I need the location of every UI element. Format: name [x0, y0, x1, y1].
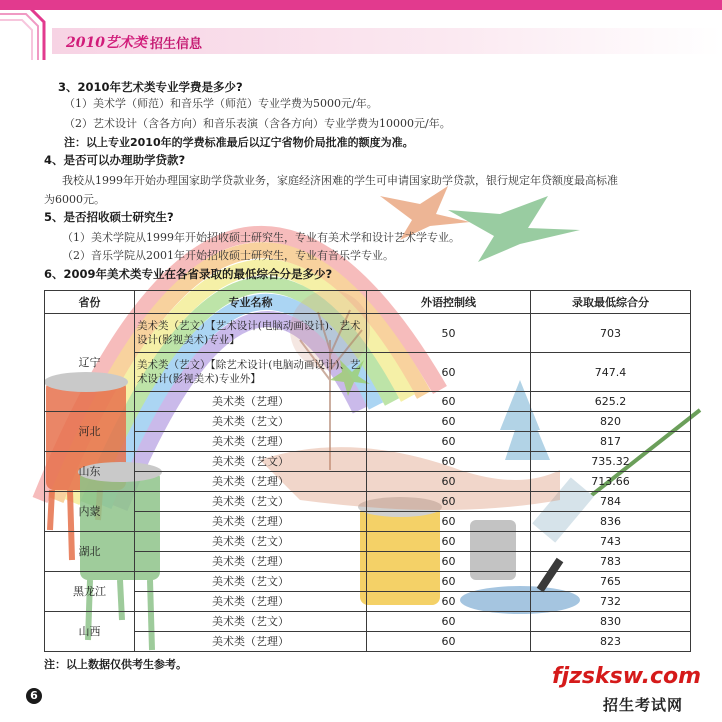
table-row	[45, 552, 691, 572]
score-cell: 713.66	[531, 472, 691, 492]
language-line-cell: 60	[367, 392, 531, 412]
province-cell: 山西	[45, 612, 135, 652]
admission-score-table	[44, 290, 691, 652]
language-line-cell: 60	[367, 472, 531, 492]
score-cell: 823	[531, 632, 691, 652]
major-cell: 美术类（艺理）	[135, 392, 367, 412]
score-cell: 703	[531, 314, 691, 353]
language-line-cell: 60	[367, 592, 531, 612]
major-cell: 美术类（艺理）	[135, 472, 367, 492]
major-cell: 美术类（艺理）	[135, 432, 367, 452]
table-row	[45, 392, 691, 412]
table-header-row	[45, 291, 691, 314]
language-line-cell: 50	[367, 314, 531, 353]
language-line-cell: 60	[367, 452, 531, 472]
answer-3-line-1: （1）美术学（师范）和音乐学（师范）专业学费为5000元/年。	[64, 97, 378, 110]
score-cell: 747.4	[531, 353, 691, 392]
major-cell: 美术类（艺文）	[135, 572, 367, 592]
score-cell: 784	[531, 492, 691, 512]
answer-3-note: 注：以上专业2010年的学费标准最后以辽宁省物价局批准的额度为准。	[64, 136, 414, 149]
brand-title: 2010艺术类	[66, 35, 147, 51]
province-cell: 黑龙江	[45, 572, 135, 612]
section-title: 招生信息	[150, 37, 203, 52]
province-cell: 辽宁	[45, 314, 135, 412]
language-line-cell: 60	[367, 632, 531, 652]
score-cell: 830	[531, 612, 691, 632]
question-3: 3、2010年艺术类专业学费是多少?	[58, 80, 243, 94]
watermark-name: 招生考试网	[603, 696, 684, 714]
major-cell: 美术类（艺文）【艺术设计(电脑动画设计)、艺术设计(影视美术)专业】	[135, 314, 367, 353]
header-province: 省份	[45, 291, 135, 314]
table-row	[45, 612, 691, 632]
score-cell: 836	[531, 512, 691, 532]
province-cell: 山东	[45, 452, 135, 492]
answer-5-line-1: （1）美术学院从1999年开始招收硕士研究生，专业有美术学和设计艺术学专业。	[62, 231, 460, 244]
language-line-cell: 60	[367, 612, 531, 632]
major-cell: 美术类（艺文）	[135, 492, 367, 512]
major-cell: 美术类（艺文）	[135, 452, 367, 472]
table-row	[45, 592, 691, 612]
answer-5-line-2: （2）音乐学院从2001年开始招收硕士研究生，专业有音乐学专业。	[62, 249, 394, 262]
province-cell: 湖北	[45, 532, 135, 572]
header-language-line: 外语控制线	[367, 291, 531, 314]
score-cell: 732	[531, 592, 691, 612]
table-row	[45, 432, 691, 452]
major-cell: 美术类（艺文）	[135, 612, 367, 632]
language-line-cell: 60	[367, 512, 531, 532]
answer-4-line-2: 为6000元。	[44, 193, 105, 206]
answer-4-line-1: 我校从1999年开始办理国家助学贷款业务，家庭经济困难的学生可申请国家助学贷款，银行规定年贷额度最高标准	[62, 174, 618, 187]
language-line-cell: 60	[367, 432, 531, 452]
table-row	[45, 512, 691, 532]
question-5: 5、是否招收硕士研究生?	[44, 210, 174, 224]
major-cell: 美术类（艺文）【除艺术设计(电脑动画设计)、艺术设计(影视美术)专业外】	[135, 353, 367, 392]
language-line-cell: 60	[367, 572, 531, 592]
table-row	[45, 532, 691, 552]
language-line-cell: 60	[367, 412, 531, 432]
language-line-cell: 60	[367, 492, 531, 512]
header-major: 专业名称	[135, 291, 367, 314]
language-line-cell: 60	[367, 532, 531, 552]
question-6: 6、2009年美术类专业在各省录取的最低综合分是多少?	[44, 267, 333, 281]
table-row	[45, 572, 691, 592]
answer-3-line-2: （2）艺术设计（含各方向）和音乐表演（含各方向）专业学费为10000元/年。	[64, 117, 451, 130]
table-row	[45, 472, 691, 492]
table-row	[45, 412, 691, 432]
score-cell: 820	[531, 412, 691, 432]
watermark-domain: fjzsksw.com	[552, 664, 702, 689]
score-cell: 735.32	[531, 452, 691, 472]
major-cell: 美术类（艺理）	[135, 632, 367, 652]
score-cell: 817	[531, 432, 691, 452]
table-row	[45, 353, 691, 392]
question-4: 4、是否可以办理助学贷款?	[44, 153, 186, 167]
score-cell: 765	[531, 572, 691, 592]
score-cell: 625.2	[531, 392, 691, 412]
province-cell: 内蒙	[45, 492, 135, 532]
page-number: 6	[26, 688, 42, 704]
header-min-score: 录取最低综合分	[531, 291, 691, 314]
major-cell: 美术类（艺理）	[135, 592, 367, 612]
language-line-cell: 60	[367, 353, 531, 392]
table-row	[45, 452, 691, 472]
major-cell: 美术类（艺文）	[135, 412, 367, 432]
score-cell: 783	[531, 552, 691, 572]
major-cell: 美术类（艺文）	[135, 532, 367, 552]
table-row	[45, 492, 691, 512]
score-cell: 743	[531, 532, 691, 552]
major-cell: 美术类（艺理）	[135, 512, 367, 532]
table-footnote: 注：以上数据仅供考生参考。	[44, 658, 187, 671]
table-row	[45, 632, 691, 652]
table-row	[45, 314, 691, 353]
province-cell: 河北	[45, 412, 135, 452]
major-cell: 美术类（艺理）	[135, 552, 367, 572]
language-line-cell: 60	[367, 552, 531, 572]
